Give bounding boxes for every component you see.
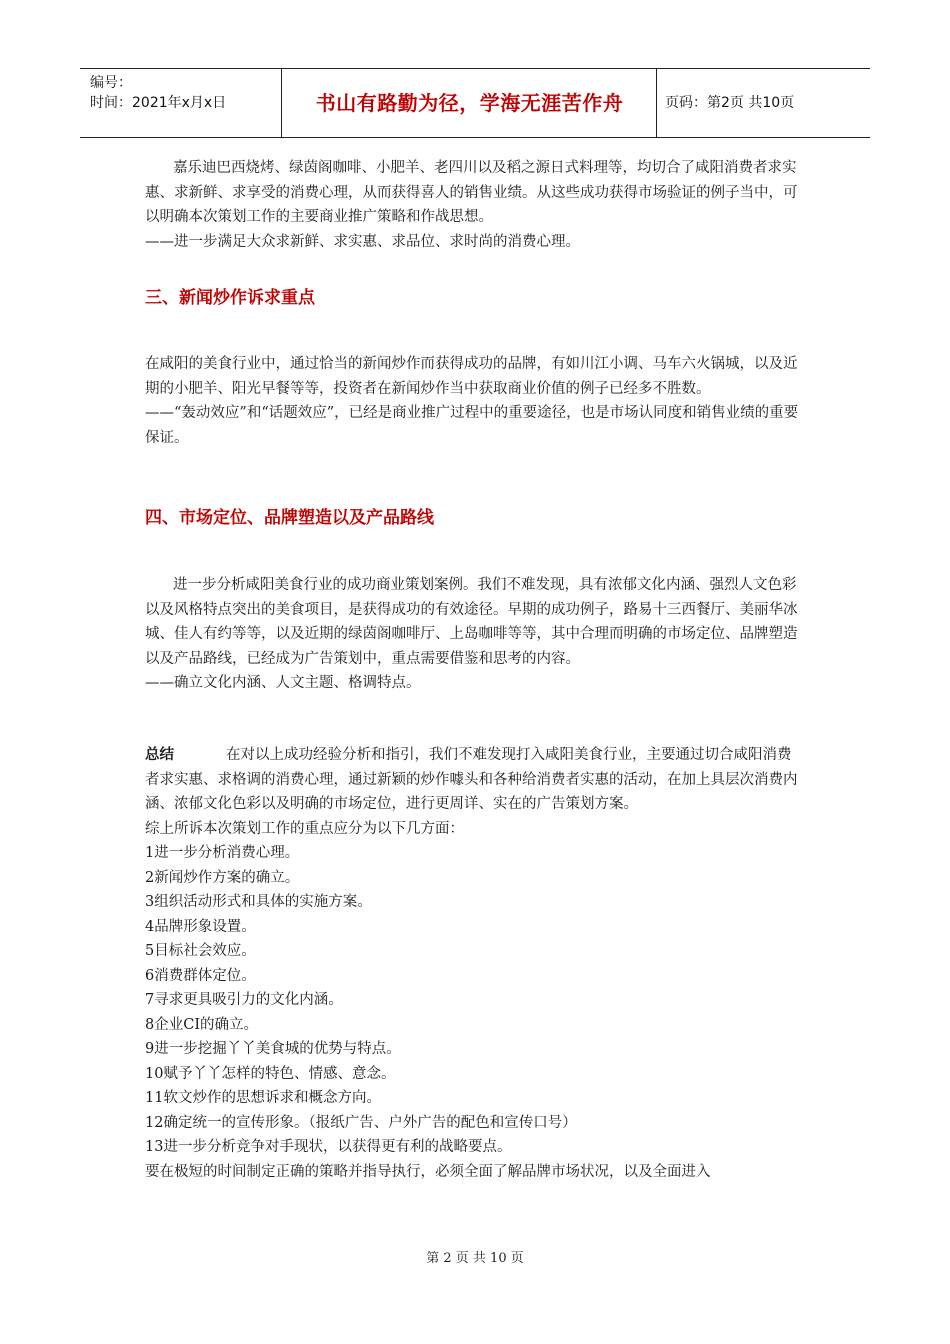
summary-closing: 要在极短的时间制定正确的策略并指导执行，必须全面了解品牌市场状况，以及全面进入 bbox=[145, 1163, 711, 1180]
section3-block bbox=[145, 352, 805, 450]
header-divider-left bbox=[281, 69, 282, 137]
header-motto: 书山有路勤为径，学海无涯苦作舟 bbox=[315, 91, 624, 115]
intro-block bbox=[145, 156, 805, 254]
page-footer: 第 2 页 共 10 页 bbox=[426, 1251, 524, 1266]
intro-paragraph: 嘉乐迪巴西烧烤、绿茵阁咖啡、小肥羊、老四川以及稻之源日式料理等，均切合了咸阳消费者求实惠、求新鲜、求享受的消费心理，从而获得喜人的销售业绩。从这些成功获得市场验证的例子当中，可以明确本次策划工作的主要商业推广策略和作战思想。 bbox=[145, 160, 798, 225]
intro-conclusion: ——进一步满足大众求新鲜、求实惠、求品位、求时尚的消费心理。 bbox=[145, 233, 580, 250]
section3-title: 三、新闻炒作诉求重点 bbox=[145, 288, 315, 308]
summary-paragraph: 在对以上成功经验分析和指引，我们不难发现打入咸阳美食行业，主要通过切合咸阳消费者求实惠、求格调的消费心理，通过新颖的炒作噱头和各种给消费者实惠的活动，在加上具层次消费内涵、浓郁文化色彩以及明确的市场定位，进行更周详、实在的广告策划方案。 bbox=[145, 747, 798, 812]
section3-paragraph: 在咸阳的美食行业中，通过恰当的新闻炒作而获得成功的品牌，有如川江小调、马车六火锅城，以及近期的小肥羊、阳光早餐等等，投资者在新闻炒作当中获取商业价值的例子已经多不胜数。 bbox=[145, 356, 798, 397]
section4-title: 四、市场定位、品牌塑造以及产品路线 bbox=[145, 508, 434, 528]
summary-item: 6消费群体定位。 bbox=[145, 967, 256, 984]
header-divider-right bbox=[656, 69, 657, 137]
summary-lead: 综上所诉本次策划工作的重点应分为以下几方面： bbox=[145, 820, 464, 837]
header-number-label: 编号： bbox=[90, 75, 132, 91]
summary-item: 9进一步挖掘丫丫美食城的优势与特点。 bbox=[145, 1041, 401, 1057]
summary-item: 2新闻炒作方案的确立。 bbox=[145, 869, 300, 886]
section4-paragraph: 进一步分析咸阳美食行业的成功商业策划案例。我们不难发现，具有浓郁文化内涵、强烈人文色彩以及风格特点突出的美食项目，是获得成功的有效途径。早期的成功例子，路易十三西餐厅、美丽华冰城、佳人有约等等，以及近期的绿茵阁咖啡厅、上岛咖啡等等，其中合理而明确的市场定位、品牌塑造以及产品路线，已经成为广告策划中，重点需要借鉴和思考的内容。 bbox=[145, 577, 798, 667]
section4-block bbox=[145, 573, 805, 696]
summary-block bbox=[145, 743, 805, 1184]
summary-item: 4品牌形象设置。 bbox=[145, 918, 256, 935]
header-meta bbox=[90, 73, 226, 113]
section3-conclusion: ——“轰动效应”和“话题效应”，已经是商业推广过程中的重要途径，也是市场认同度和销售业绩的重要保证。 bbox=[145, 405, 799, 446]
summary-item: 13进一步分析竞争对手现状，以获得更有利的战略要点。 bbox=[145, 1139, 512, 1155]
summary-paragraph-wrap bbox=[145, 743, 805, 817]
summary-item: 3组织活动形式和具体的实施方案。 bbox=[145, 894, 372, 910]
summary-label: 总结 bbox=[145, 747, 174, 763]
summary-item: 7寻求更具吸引力的文化内涵。 bbox=[145, 992, 343, 1008]
summary-item: 10赋予丫丫怎样的特色、情感、意念。 bbox=[145, 1065, 396, 1082]
summary-item: 8企业CI的确立。 bbox=[145, 1016, 259, 1033]
summary-item: 12确定统一的宣传形象。（报纸广告、户外广告的配色和宣传口号） bbox=[145, 1114, 577, 1131]
header-time-label: 时间：2021年x月x日 bbox=[90, 95, 227, 111]
summary-item: 11软文炒作的思想诉求和概念方向。 bbox=[145, 1090, 381, 1106]
header-page-label: 页码：第2页 共10页 bbox=[665, 95, 795, 111]
section4-conclusion: ——确立文化内涵、人文主题、格调特点。 bbox=[145, 675, 421, 691]
page-header bbox=[80, 68, 870, 138]
summary-item: 1进一步分析消费心理。 bbox=[145, 845, 300, 861]
summary-item: 5目标社会效应。 bbox=[145, 943, 256, 959]
